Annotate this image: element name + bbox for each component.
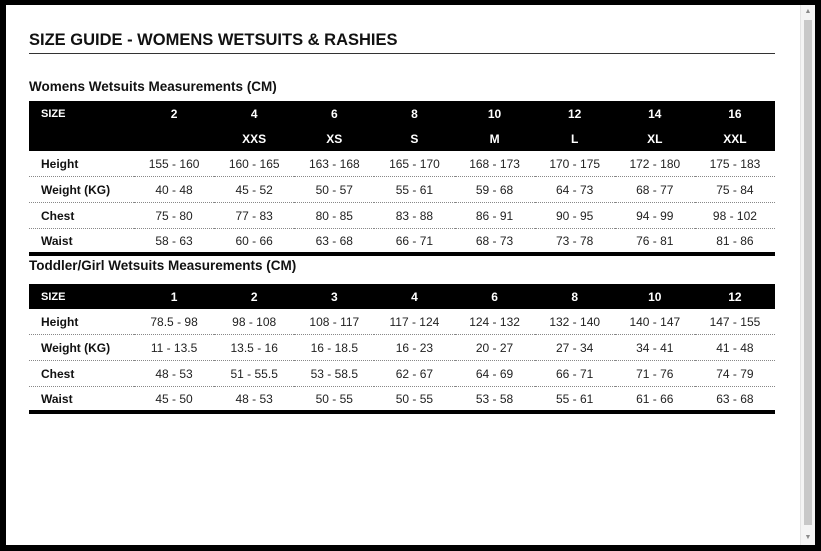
table-cell: 124 - 132 [455, 309, 535, 335]
row-label: Waist [29, 387, 134, 413]
table-row [29, 335, 775, 361]
table-cell: 11 - 13.5 [134, 335, 214, 361]
table-cell: 45 - 50 [134, 387, 214, 413]
table-cell: 61 - 66 [615, 387, 695, 413]
table-cell: 73 - 78 [535, 229, 615, 255]
row-label: Height [29, 309, 134, 335]
size-cell: 8 [535, 284, 615, 309]
table-cell: 34 - 41 [615, 335, 695, 361]
size-cell: 2 [134, 101, 214, 126]
table-cell: 132 - 140 [535, 309, 615, 335]
table-cell: 64 - 69 [455, 361, 535, 387]
table-cell: 172 - 180 [615, 151, 695, 177]
table-cell: 41 - 48 [695, 335, 775, 361]
table-cell: 66 - 71 [535, 361, 615, 387]
table-cell: 90 - 95 [535, 203, 615, 229]
letter-size-cell: M [455, 126, 535, 151]
size-guide-window [6, 5, 815, 545]
size-cell: 6 [294, 101, 374, 126]
table-row [29, 229, 775, 255]
table-cell: 98 - 102 [695, 203, 775, 229]
page-title: SIZE GUIDE - WOMENS WETSUITS & RASHIES [29, 30, 775, 54]
letter-size-header-row [29, 126, 775, 151]
size-header-label: SIZE [29, 101, 134, 126]
table-cell: 63 - 68 [294, 229, 374, 255]
table-cell: 83 - 88 [374, 203, 454, 229]
size-header-row [29, 101, 775, 126]
toddler-section-title: Toddler/Girl Wetsuits Measurements (CM) [29, 258, 297, 273]
size-cell: 4 [374, 284, 454, 309]
size-cell: 4 [214, 101, 294, 126]
table-cell: 75 - 80 [134, 203, 214, 229]
womens-section-title: Womens Wetsuits Measurements (CM) [29, 79, 277, 94]
table-row [29, 309, 775, 335]
table-cell: 108 - 117 [294, 309, 374, 335]
table-row [29, 151, 775, 177]
womens-size-table [29, 101, 775, 256]
size-cell: 6 [455, 284, 535, 309]
scrollbar-thumb[interactable] [804, 20, 812, 525]
vertical-scrollbar[interactable] [800, 5, 815, 545]
row-label: Chest [29, 203, 134, 229]
letter-size-cell: XXL [695, 126, 775, 151]
letter-size-cell: XL [615, 126, 695, 151]
table-cell: 48 - 53 [134, 361, 214, 387]
table-cell: 13.5 - 16 [214, 335, 294, 361]
size-cell: 1 [134, 284, 214, 309]
table-row [29, 177, 775, 203]
size-cell: 10 [455, 101, 535, 126]
size-cell: 16 [695, 101, 775, 126]
table-cell: 16 - 18.5 [294, 335, 374, 361]
table-cell: 75 - 84 [695, 177, 775, 203]
size-cell: 3 [294, 284, 374, 309]
table-cell: 58 - 63 [134, 229, 214, 255]
scroll-down-arrow-icon[interactable]: ▼ [804, 534, 812, 541]
letter-size-cell [134, 126, 214, 151]
table-cell: 53 - 58.5 [294, 361, 374, 387]
table-cell: 50 - 57 [294, 177, 374, 203]
table-cell: 147 - 155 [695, 309, 775, 335]
size-cell: 8 [374, 101, 454, 126]
letter-size-cell: S [374, 126, 454, 151]
table-cell: 63 - 68 [695, 387, 775, 413]
table-cell: 78.5 - 98 [134, 309, 214, 335]
table-cell: 86 - 91 [455, 203, 535, 229]
table-cell: 76 - 81 [615, 229, 695, 255]
table-cell: 94 - 99 [615, 203, 695, 229]
table-cell: 77 - 83 [214, 203, 294, 229]
table-cell: 170 - 175 [535, 151, 615, 177]
table-cell: 40 - 48 [134, 177, 214, 203]
table-cell: 168 - 173 [455, 151, 535, 177]
row-label: Chest [29, 361, 134, 387]
table-cell: 80 - 85 [294, 203, 374, 229]
letter-size-cell: XXS [214, 126, 294, 151]
table-cell: 50 - 55 [374, 387, 454, 413]
table-cell: 48 - 53 [214, 387, 294, 413]
size-cell: 12 [535, 101, 615, 126]
size-cell: 10 [615, 284, 695, 309]
table-cell: 71 - 76 [615, 361, 695, 387]
table-cell: 60 - 66 [214, 229, 294, 255]
table-cell: 74 - 79 [695, 361, 775, 387]
row-label: Weight (KG) [29, 335, 134, 361]
size-cell: 14 [615, 101, 695, 126]
size-header-label: SIZE [29, 284, 134, 309]
size-cell: 12 [695, 284, 775, 309]
table-cell: 66 - 71 [374, 229, 454, 255]
row-label: Height [29, 151, 134, 177]
letter-size-cell: XS [294, 126, 374, 151]
table-cell: 20 - 27 [455, 335, 535, 361]
table-cell: 51 - 55.5 [214, 361, 294, 387]
table-cell: 163 - 168 [294, 151, 374, 177]
table-cell: 68 - 77 [615, 177, 695, 203]
table-cell: 81 - 86 [695, 229, 775, 255]
table-cell: 16 - 23 [374, 335, 454, 361]
row-label: Waist [29, 229, 134, 255]
table-cell: 27 - 34 [535, 335, 615, 361]
table-cell: 50 - 55 [294, 387, 374, 413]
table-cell: 98 - 108 [214, 309, 294, 335]
table-cell: 59 - 68 [455, 177, 535, 203]
table-cell: 55 - 61 [535, 387, 615, 413]
size-cell: 2 [214, 284, 294, 309]
letter-size-empty-cell [29, 126, 134, 151]
table-cell: 117 - 124 [374, 309, 454, 335]
table-cell: 64 - 73 [535, 177, 615, 203]
scroll-up-arrow-icon[interactable]: ▲ [804, 8, 812, 15]
table-cell: 62 - 67 [374, 361, 454, 387]
table-cell: 140 - 147 [615, 309, 695, 335]
letter-size-cell: L [535, 126, 615, 151]
table-cell: 155 - 160 [134, 151, 214, 177]
table-cell: 53 - 58 [455, 387, 535, 413]
table-cell: 160 - 165 [214, 151, 294, 177]
table-cell: 68 - 73 [455, 229, 535, 255]
table-cell: 55 - 61 [374, 177, 454, 203]
table-row [29, 361, 775, 387]
table-cell: 165 - 170 [374, 151, 454, 177]
size-header-row [29, 284, 775, 309]
table-cell: 45 - 52 [214, 177, 294, 203]
table-row [29, 203, 775, 229]
table-row [29, 387, 775, 413]
table-cell: 175 - 183 [695, 151, 775, 177]
toddler-size-table [29, 284, 775, 414]
row-label: Weight (KG) [29, 177, 134, 203]
